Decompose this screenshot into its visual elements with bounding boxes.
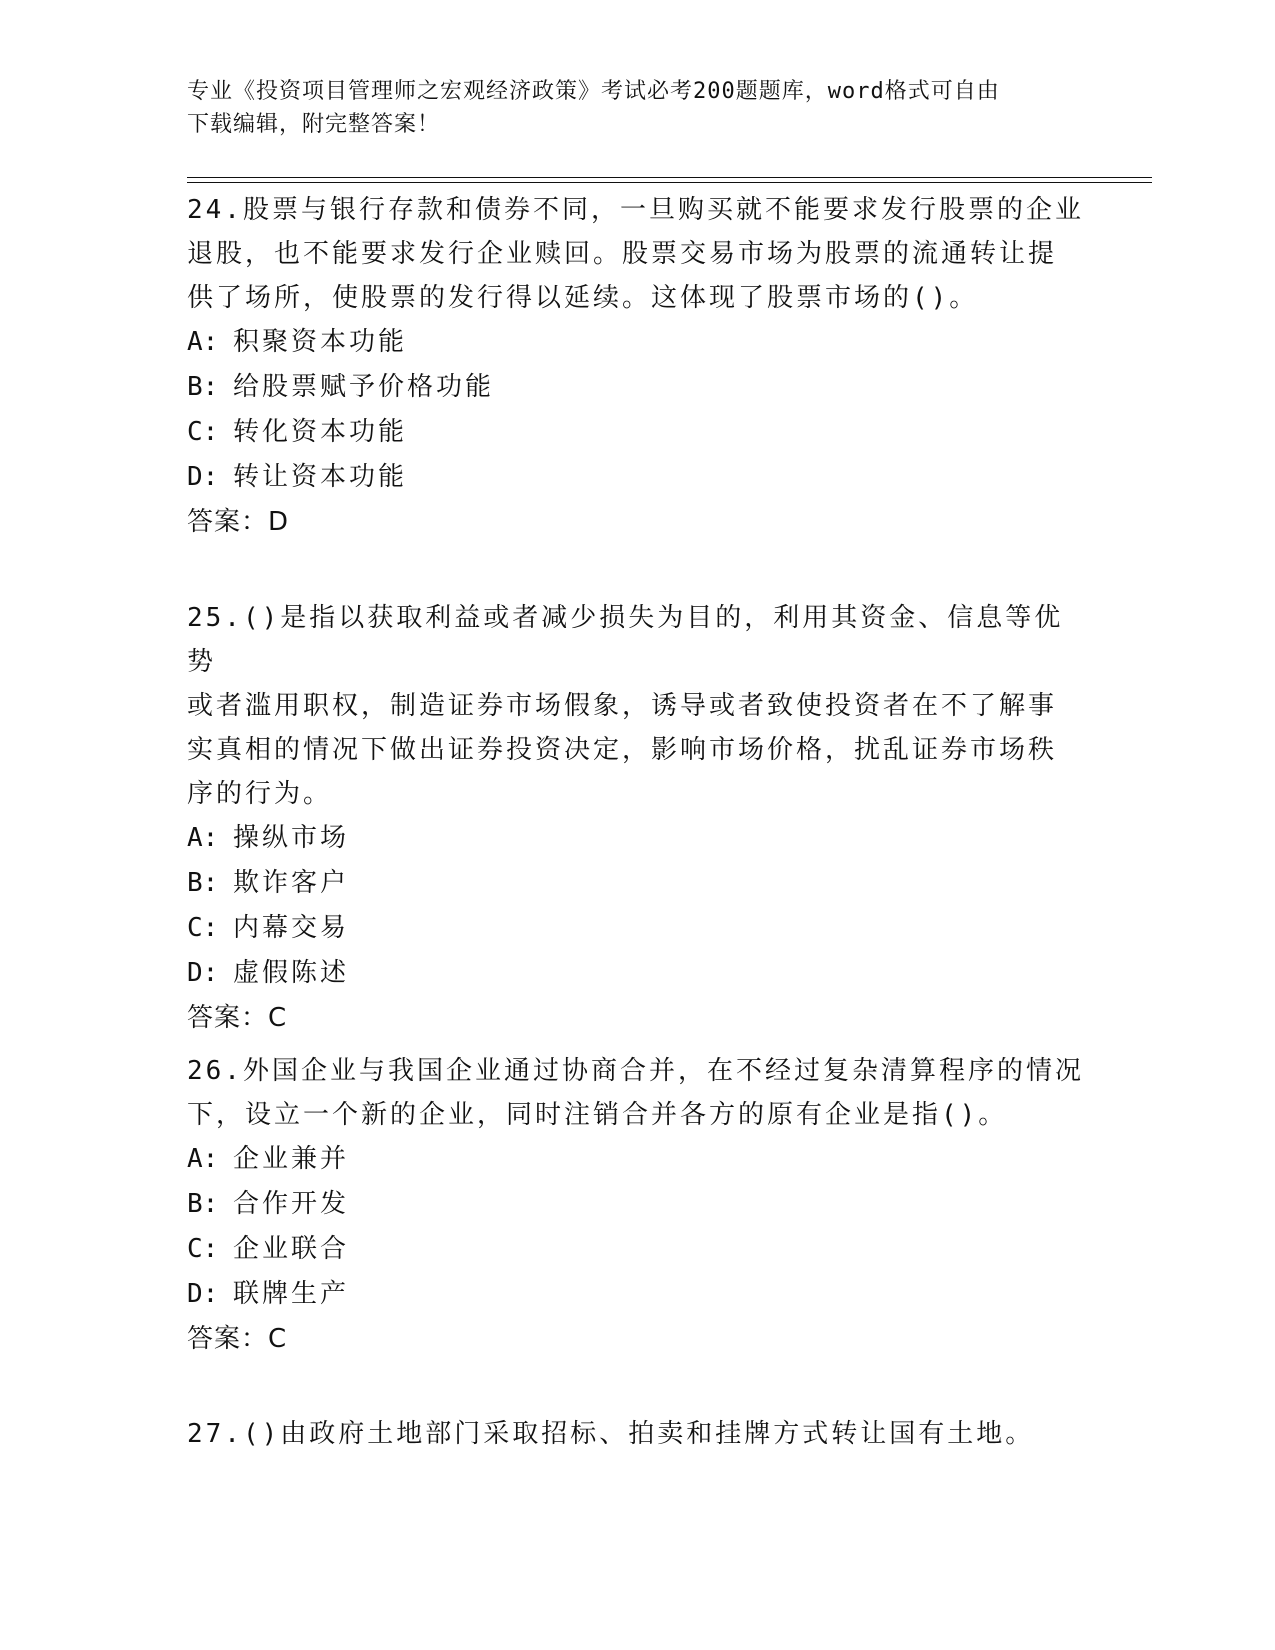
option-key: A: — [187, 327, 219, 357]
option-key: B: — [187, 372, 219, 402]
option-a — [187, 816, 1087, 861]
option-text: 内幕交易 — [233, 913, 350, 943]
question-stem-line: 24.股票与银行存款和债券不同，一旦购买就不能要求发行股票的企业 — [187, 195, 1084, 225]
question-stem-line: 或者滥用职权，制造证券市场假象，诱导或者致使投资者在不了解事 — [187, 691, 1058, 721]
option-b — [187, 365, 1087, 410]
question-24 — [187, 188, 1087, 545]
option-d — [187, 455, 1087, 500]
question-26 — [187, 1049, 1087, 1362]
question-25 — [187, 596, 1087, 1041]
option-key: C: — [187, 1234, 219, 1264]
option-key: A: — [187, 823, 219, 853]
option-key: D: — [187, 1279, 219, 1309]
option-key: B: — [187, 868, 219, 898]
option-text: 转让资本功能 — [233, 462, 408, 492]
option-key: C: — [187, 913, 219, 943]
answer-line: 答案：C — [187, 1324, 288, 1354]
answer-line: 答案：D — [187, 507, 290, 537]
header-line-2: 下载编辑，附完整答案！ — [187, 112, 441, 137]
option-text: 欺诈客户 — [233, 868, 350, 898]
question-stem-line: 序的行为。 — [187, 779, 333, 809]
option-text: 转化资本功能 — [233, 417, 408, 447]
option-key: D: — [187, 958, 219, 988]
option-text: 企业兼并 — [233, 1144, 350, 1174]
option-a — [187, 320, 1087, 365]
option-text: 给股票赋予价格功能 — [233, 372, 495, 402]
question-stem-line: 26.外国企业与我国企业通过协商合并，在不经过复杂清算程序的情况 — [187, 1056, 1084, 1086]
option-b — [187, 1182, 1087, 1227]
question-stem-line: 27.()由政府土地部门采取招标、拍卖和挂牌方式转让国有土地。 — [187, 1419, 1035, 1449]
option-d — [187, 951, 1087, 996]
option-key: A: — [187, 1144, 219, 1174]
option-key: B: — [187, 1189, 219, 1219]
question-stem-line: 25.()是指以获取利益或者减少损失为目的，利用其资金、信息等优势 — [187, 603, 1064, 677]
option-text: 积聚资本功能 — [233, 327, 408, 357]
answer-line: 答案：C — [187, 1003, 288, 1033]
option-a — [187, 1137, 1087, 1182]
question-stem-line: 供了场所，使股票的发行得以延续。这体现了股票市场的()。 — [187, 283, 979, 313]
question-stem-line: 退股，也不能要求发行企业赎回。股票交易市场为股票的流通转让提 — [187, 239, 1058, 269]
question-stem-line: 下，设立一个新的企业，同时注销合并各方的原有企业是指()。 — [187, 1100, 1008, 1130]
option-text: 企业联合 — [233, 1234, 350, 1264]
option-c — [187, 410, 1087, 455]
option-text: 合作开发 — [233, 1189, 350, 1219]
header-line-1: 专业《投资项目管理师之宏观经济政策》考试必考200题题库，word格式可自由 — [187, 79, 1000, 104]
option-d — [187, 1272, 1087, 1317]
question-27 — [187, 1412, 1087, 1456]
option-key: D: — [187, 462, 219, 492]
header-divider-bottom — [187, 182, 1152, 183]
header-divider-top — [187, 177, 1152, 178]
option-text: 操纵市场 — [233, 823, 350, 853]
option-key: C: — [187, 417, 219, 447]
option-b — [187, 861, 1087, 906]
option-text: 虚假陈述 — [233, 958, 350, 988]
question-stem-line: 实真相的情况下做出证券投资决定，影响市场价格，扰乱证券市场秩 — [187, 735, 1058, 765]
option-text: 联牌生产 — [233, 1279, 350, 1309]
document-header — [187, 75, 1067, 141]
option-c — [187, 1227, 1087, 1272]
option-c — [187, 906, 1087, 951]
